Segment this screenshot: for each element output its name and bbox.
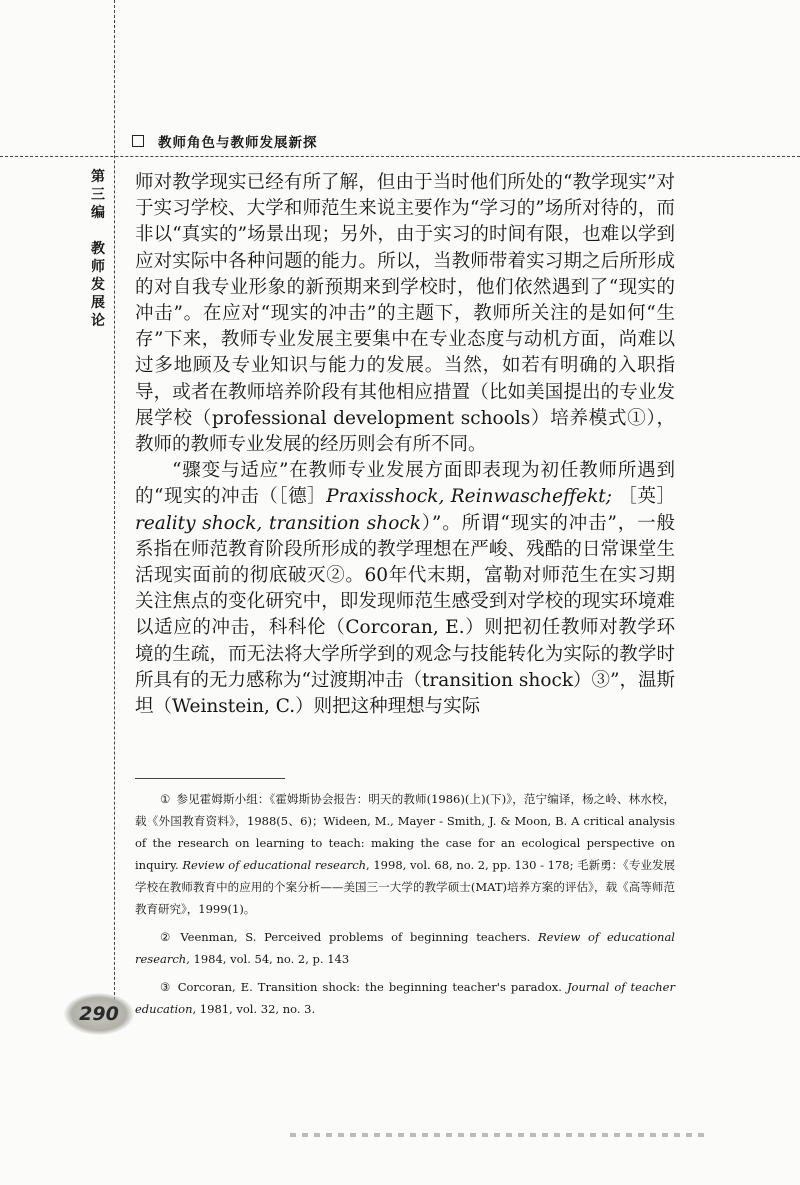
para2-text-b: ［英］ — [611, 486, 675, 508]
footnote-3-text-a: Corcoran, E. Transition shock: the beginning teacher's paradox. — [177, 980, 567, 994]
binding-guide-line — [114, 0, 115, 1020]
footnote-1 — [135, 788, 675, 920]
footnote-2-text-b: , 1984, vol. 54, no. 2, p. 143 — [186, 952, 350, 966]
footnote-rule — [135, 778, 285, 779]
scan-artifact-line — [290, 1133, 710, 1137]
square-bullet-icon — [132, 135, 144, 147]
para2-german-terms: Praxisshock, Reinwascheffekt; — [326, 486, 612, 508]
para2-text-c: ）”。所谓“现实的冲击”，一般系指在师范教育阶段所形成的教学理想在严峻、残酷的日常课堂生活现实面前的彻底破灭②。60年代末期，富勒对师范生在实习期关注焦点的变化研究中，即发现师范生感受到对学校的现实环境难以适应的冲击，科科伦（Corcoran, E.）则把初任教师对教学环境的生疏，而无法将大学所学到的观念与技能转化为实际的教学时所具有的无力感称为“过渡期冲击（transition shock）③”，温斯坦（Weinstein, C.）则把这种理想与实际 — [135, 512, 676, 718]
body-text — [135, 170, 675, 720]
running-header — [132, 131, 318, 151]
footnote-1-mark: ① — [160, 792, 171, 806]
side-tab-part: 第三编 — [91, 169, 105, 221]
footnote-3-mark: ③ — [160, 980, 172, 994]
footnote-2-mark: ② — [160, 930, 175, 944]
para2-text-a: “骤变与适应”在教师专业发展方面即表现为初任教师所遇到的“现实的冲击（［德］ — [135, 460, 675, 508]
footnote-2 — [135, 926, 675, 970]
body-paragraph-2 — [135, 458, 675, 720]
footnote-3-journal: Journal of teacher education — [135, 980, 675, 1016]
running-title: 教师角色与教师发展新探 — [158, 135, 318, 151]
footnote-1-journal: Review of educational research — [182, 858, 367, 872]
footnote-2-text-a: Veenman, S. Perceived problems of beginning teachers. — [180, 930, 538, 944]
footnote-2-journal: Review of educational research — [135, 930, 675, 966]
page-number: 290 — [64, 993, 134, 1035]
body-paragraph-1: 师对教学现实已经有所了解，但由于当时他们所处的“教学现实”对于实习学校、大学和师范生来说主要作为“学习的”场所对待的，而非以“真实的”场景出现；另外，由于实习的时间有限，也难以学到应对实际中各种问题的能力。所以，当教师带着实习期之后所形成的对自我专业形象的新预期来到学校时，他们依然遇到了“现实的冲击”。在应对“现实的冲击”的主题下，教师所关注的是如何“生存”下来，教师专业发展主要集中在专业态度与动机方面，尚难以过多地顾及专业知识与能力的发展。当然，如若有明确的入职指导，或者在教师培养阶段有其他相应措置（比如美国提出的专业发展学校（professional development schools）培养模式①），教师的教师专业发展的经历则会有所不同。 — [135, 172, 675, 456]
footnote-3-text-b: , 1981, vol. 32, no. 3. — [192, 1002, 316, 1016]
footnote-1-text-b: , 1998, vol. 68, no. 2, pp. 130 - 178; 毛新勇：《专业发展学校在教师教育中的应用的个案分析——美国三一大学的教学硕士(MAT)培养方案的评估》，载《高等师范教育研究》，1999(1)。 — [135, 858, 675, 916]
footnotes — [135, 788, 675, 1026]
para2-english-terms: reality shock, transition shock — [135, 512, 421, 534]
header-rule — [0, 156, 800, 157]
footnote-1-text-a: 参见霍姆斯小组：《霍姆斯协会报告：明天的教师(1986)(上)(下)》，范宁编译，杨之岭、林水校，载《外国教育资料》，1988(5、6)；Wideen, M., Mayer - Smith, J. & Moon, B. A critical analysis of the research on learning to teach: making the case for an ecological perspective on inquiry. — [135, 792, 676, 872]
side-tab-title: 教师发展论 — [91, 241, 105, 329]
footnote-3 — [135, 976, 675, 1020]
